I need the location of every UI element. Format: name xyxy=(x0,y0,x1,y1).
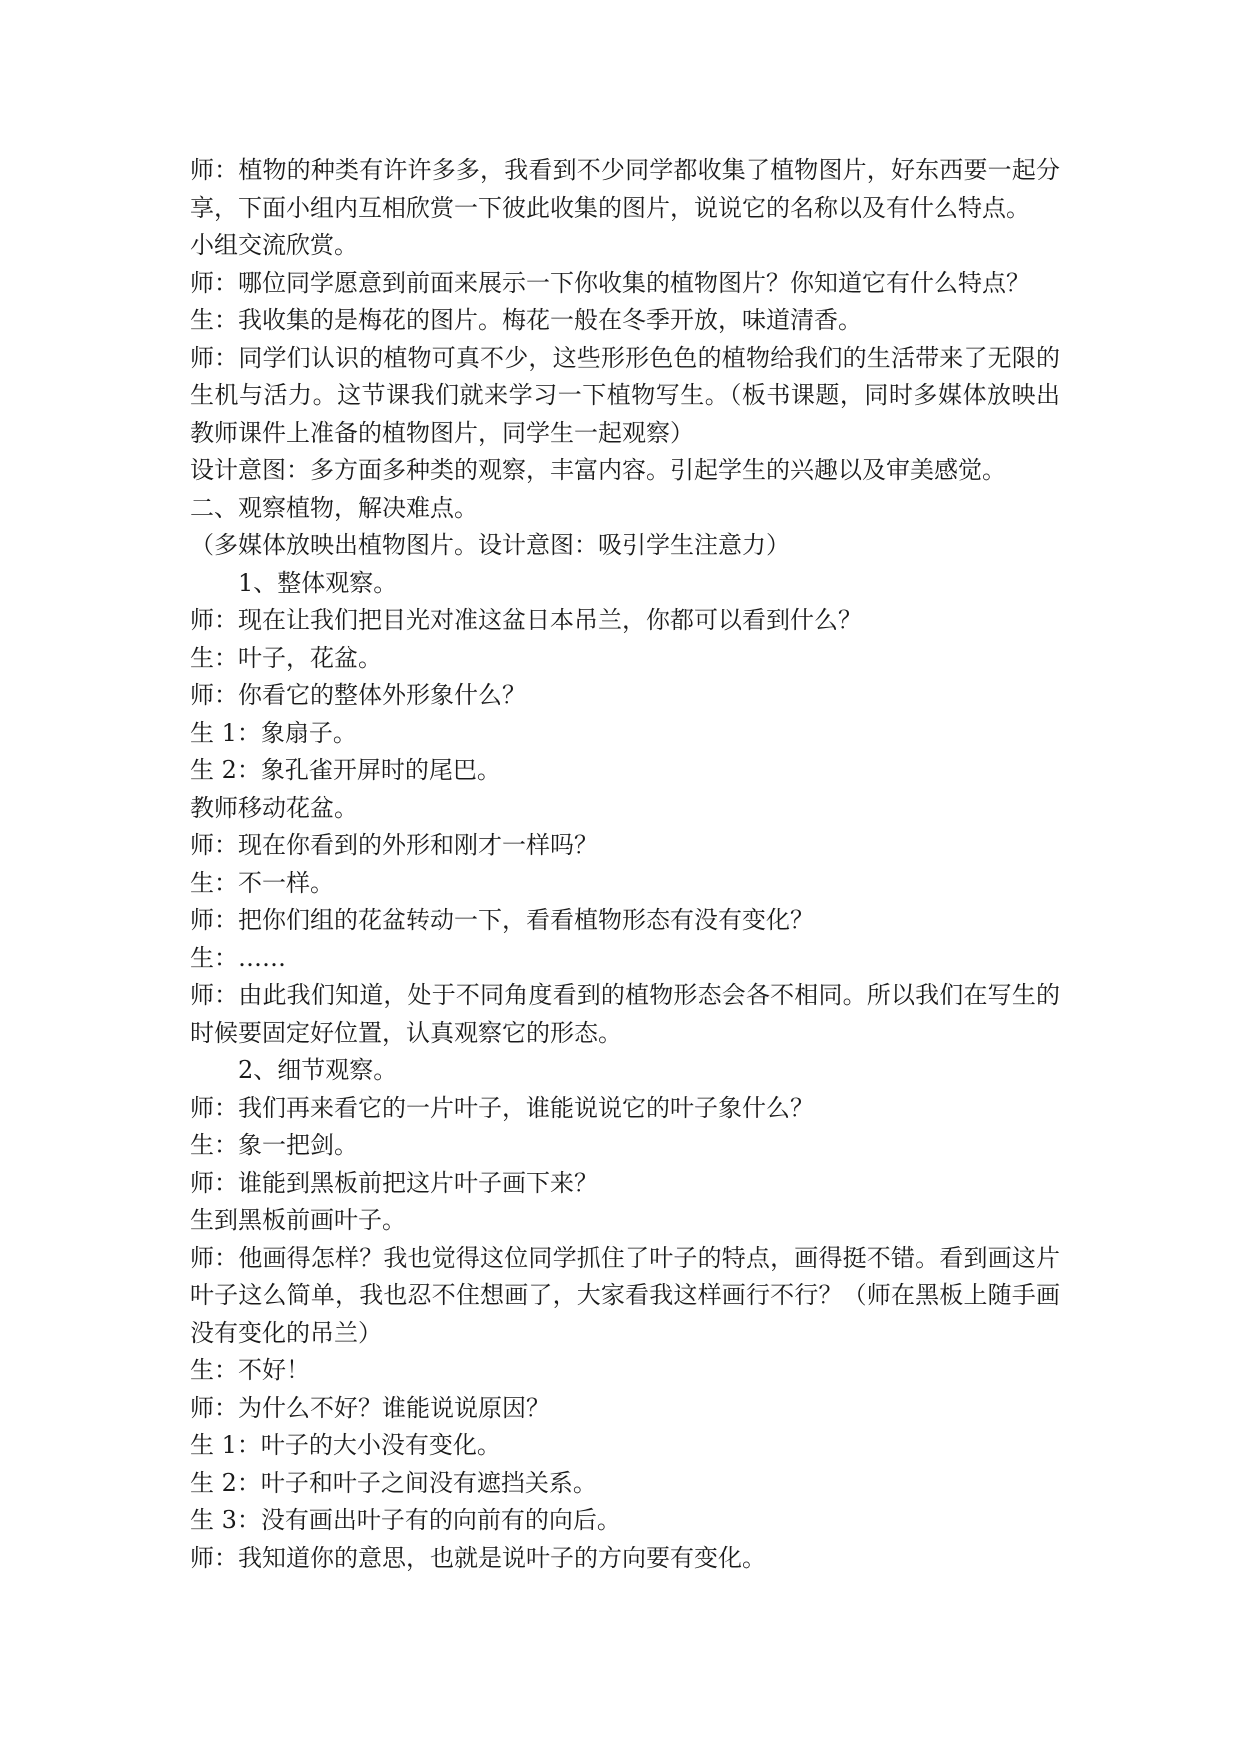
paragraph: 生 1：叶子的大小没有变化。 xyxy=(190,1431,501,1459)
paragraph: 小组交流欣赏。 xyxy=(190,231,358,259)
paragraph: 生到黑板前画叶子。 xyxy=(190,1206,406,1234)
paragraph: 师：现在你看到的外形和刚才一样吗？ xyxy=(190,831,598,859)
paragraph: 教师移动花盆。 xyxy=(190,793,358,822)
paragraph: 师：把你们组的花盆转动一下，看看植物形态有没有变化？ xyxy=(190,906,814,934)
paragraph: 生：不好！ xyxy=(190,1356,310,1384)
paragraph: 生 3：没有画出叶子有的向前有的向后。 xyxy=(190,1506,621,1534)
paragraph: 生 2：象孔雀开屏时的尾巴。 xyxy=(190,756,501,784)
paragraph: 师：你看它的整体外形象什么？ xyxy=(190,681,526,709)
paragraph: 师：为什么不好？谁能说说原因？ xyxy=(190,1393,550,1422)
paragraph: 师：哪位同学愿意到前面来展示一下你收集的植物图片？你知道它有什么特点？ xyxy=(190,268,1030,297)
paragraph: 师：我们再来看它的一片叶子，谁能说说它的叶子象什么？ xyxy=(190,1093,814,1122)
paragraph: 生：不一样。 xyxy=(190,868,334,897)
document-page xyxy=(190,152,1060,1577)
paragraph: 师：我知道你的意思，也就是说叶子的方向要有变化。 xyxy=(190,1543,766,1572)
paragraph: 生：叶子，花盆。 xyxy=(190,643,382,672)
paragraph: 生：…… xyxy=(190,943,286,972)
paragraph: 师：现在让我们把目光对准这盆日本吊兰，你都可以看到什么？ xyxy=(190,606,862,634)
paragraph: 师：由此我们知道，处于不同角度看到的植物形态会各不相同。所以我们在写生的时候要固定好位置，认真观察它的形态。 xyxy=(190,981,1060,1047)
paragraph: 生：我收集的是梅花的图片。梅花一般在冬季开放，味道清香。 xyxy=(190,306,862,334)
paragraph: 师：谁能到黑板前把这片叶子画下来？ xyxy=(190,1168,598,1197)
paragraph: 1、整体观察。 xyxy=(238,568,398,597)
paragraph: （多媒体放映出植物图片。设计意图：吸引学生注意力） xyxy=(190,531,790,559)
paragraph: 2、细节观察。 xyxy=(238,1056,398,1084)
paragraph: 师：他画得怎样？我也觉得这位同学抓住了叶子的特点，画得挺不错。看到画这片叶子这么简单，我也忍不住想画了，大家看我这样画行不行？（师在黑板上随手画没有变化的吊兰） xyxy=(190,1243,1060,1347)
paragraph: 师：同学们认识的植物可真不少，这些形形色色的植物给我们的生活带来了无限的生机与活力。这节课我们就来学习一下植物写生。（板书课题，同时多媒体放映出教师课件上准备的植物图片，同学生一起观察） xyxy=(190,343,1060,447)
paragraph: 二、观察植物，解决难点。 xyxy=(190,493,478,522)
paragraph: 生 2：叶子和叶子之间没有遮挡关系。 xyxy=(190,1468,597,1497)
paragraph: 设计意图：多方面多种类的观察，丰富内容。引起学生的兴趣以及审美感觉。 xyxy=(190,456,1006,484)
paragraph: 生 1：象扇子。 xyxy=(190,718,357,747)
paragraph: 师：植物的种类有许许多多，我看到不少同学都收集了植物图片，好东西要一起分享，下面小组内互相欣赏一下彼此收集的图片，说说它的名称以及有什么特点。 xyxy=(190,156,1060,222)
paragraph: 生：象一把剑。 xyxy=(190,1131,358,1159)
